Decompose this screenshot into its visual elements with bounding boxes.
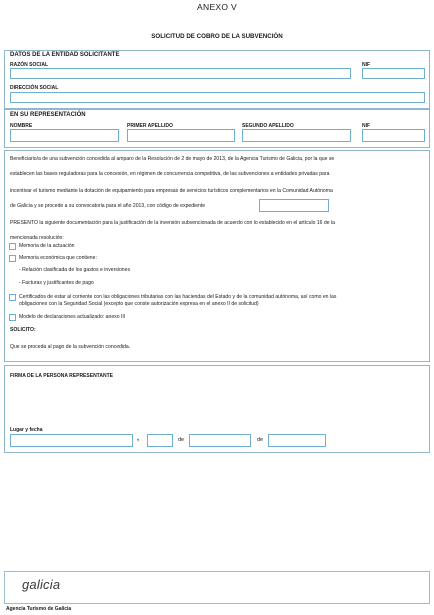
organization-name: Agencia Turismo de Galicia <box>6 606 72 612</box>
logo-box <box>4 571 430 604</box>
annex-title: ANEXO V <box>197 2 237 12</box>
request-label: SOLICITO: <box>10 327 36 333</box>
name-label: NOMBRE <box>10 123 33 129</box>
entity-heading: DATOS DE LA ENTIDAD SOLICITANTE <box>10 52 120 58</box>
file-code-field[interactable] <box>259 199 329 212</box>
address-field[interactable] <box>10 92 425 103</box>
checkbox-4-label: Modelo de declaraciones actualizado: anexo III <box>19 314 126 320</box>
declaration-line-4: de Galicia y se procede a su convocatoria para el año 2013, con código de expediente <box>10 203 206 209</box>
address-label: DIRECCIÓN SOCIAL <box>10 85 59 91</box>
de-separator-1: de <box>178 437 185 443</box>
checkbox-memoria-actuacion[interactable] <box>9 243 16 250</box>
checkbox-3-line-2: obligaciones con la Seguridad Social (excepto que conste autorización expresa en el anexo II de solicitud) <box>19 301 259 307</box>
place-date-label: Lugar y fecha <box>10 427 43 433</box>
checkbox-certificados[interactable] <box>9 294 16 301</box>
sub-item-gastos: - Relación clasificada de los gastos e inversiones <box>19 267 130 273</box>
first-surname-label: PRIMER APELLIDO <box>127 123 173 129</box>
present-line-2: mencionada resolución: <box>10 235 64 241</box>
name-field[interactable] <box>10 129 119 142</box>
checkbox-modelo-declaraciones[interactable] <box>9 314 16 321</box>
month-field[interactable] <box>189 434 251 447</box>
form-title: SOLICITUD DE COBRO DE LA SUBVENCIÓN <box>151 33 283 40</box>
second-surname-label: SEGUNDO APELLIDO <box>242 123 294 129</box>
galicia-logo: galicia <box>22 577 61 592</box>
sub-item-facturas: - Facturas y justificantes de pago <box>19 280 94 286</box>
first-surname-field[interactable] <box>127 129 235 142</box>
de-separator-2: de <box>257 437 264 443</box>
business-name-label: RAZÓN SOCIAL <box>10 62 49 68</box>
rep-nif-field[interactable] <box>362 129 425 142</box>
entity-nif-label: NIF <box>362 62 371 68</box>
checkbox-3-line-1: Certificados de estar al corriente con las obligaciones tributarias con las haciendas del Estado y de la comunidad autónoma, así como en las <box>19 294 337 300</box>
declaration-line-2: establecen las bases reguladoras para la concesión, en régimen de concurrencia competitiva, de las subvenciones a entidades privadas para <box>10 171 330 177</box>
second-surname-field[interactable] <box>242 129 351 142</box>
day-field[interactable] <box>147 434 173 447</box>
declaration-line-1: Beneficiario/a de una subvención concedida al amparo de la Resolución de 2 de mayo de 2013, de la Agencia Turismo de Galicia, por la que se <box>10 156 335 162</box>
present-line-1: PRESENTO la siguiente documentación para la justificación de la inversión subvencionada de acuerdo con lo establecido en el artículo 16 de la <box>10 220 335 226</box>
place-comma: , <box>137 435 139 442</box>
place-field[interactable] <box>10 434 133 447</box>
rep-nif-label: NIF <box>362 123 371 129</box>
business-name-field[interactable] <box>10 68 351 79</box>
declaration-line-3: incentivar el turismo mediante la dotación de equipamiento para empresas de servicios turísticos complementarios en la Comunidad Autónoma <box>10 188 333 194</box>
signature-heading: FIRMA DE LA PERSONA REPRESENTANTE <box>10 373 113 379</box>
entity-nif-field[interactable] <box>362 68 425 79</box>
checkbox-1-label: Memoria de la actuación <box>19 243 75 249</box>
year-field[interactable] <box>268 434 326 447</box>
representation-heading: EN SU REPRESENTACIÓN <box>10 112 86 118</box>
request-text: Que se proceda al pago de la subvención concedida. <box>10 344 131 350</box>
checkbox-memoria-economica[interactable] <box>9 255 16 262</box>
checkbox-2-label: Memoria económica que contiene: <box>19 255 97 261</box>
